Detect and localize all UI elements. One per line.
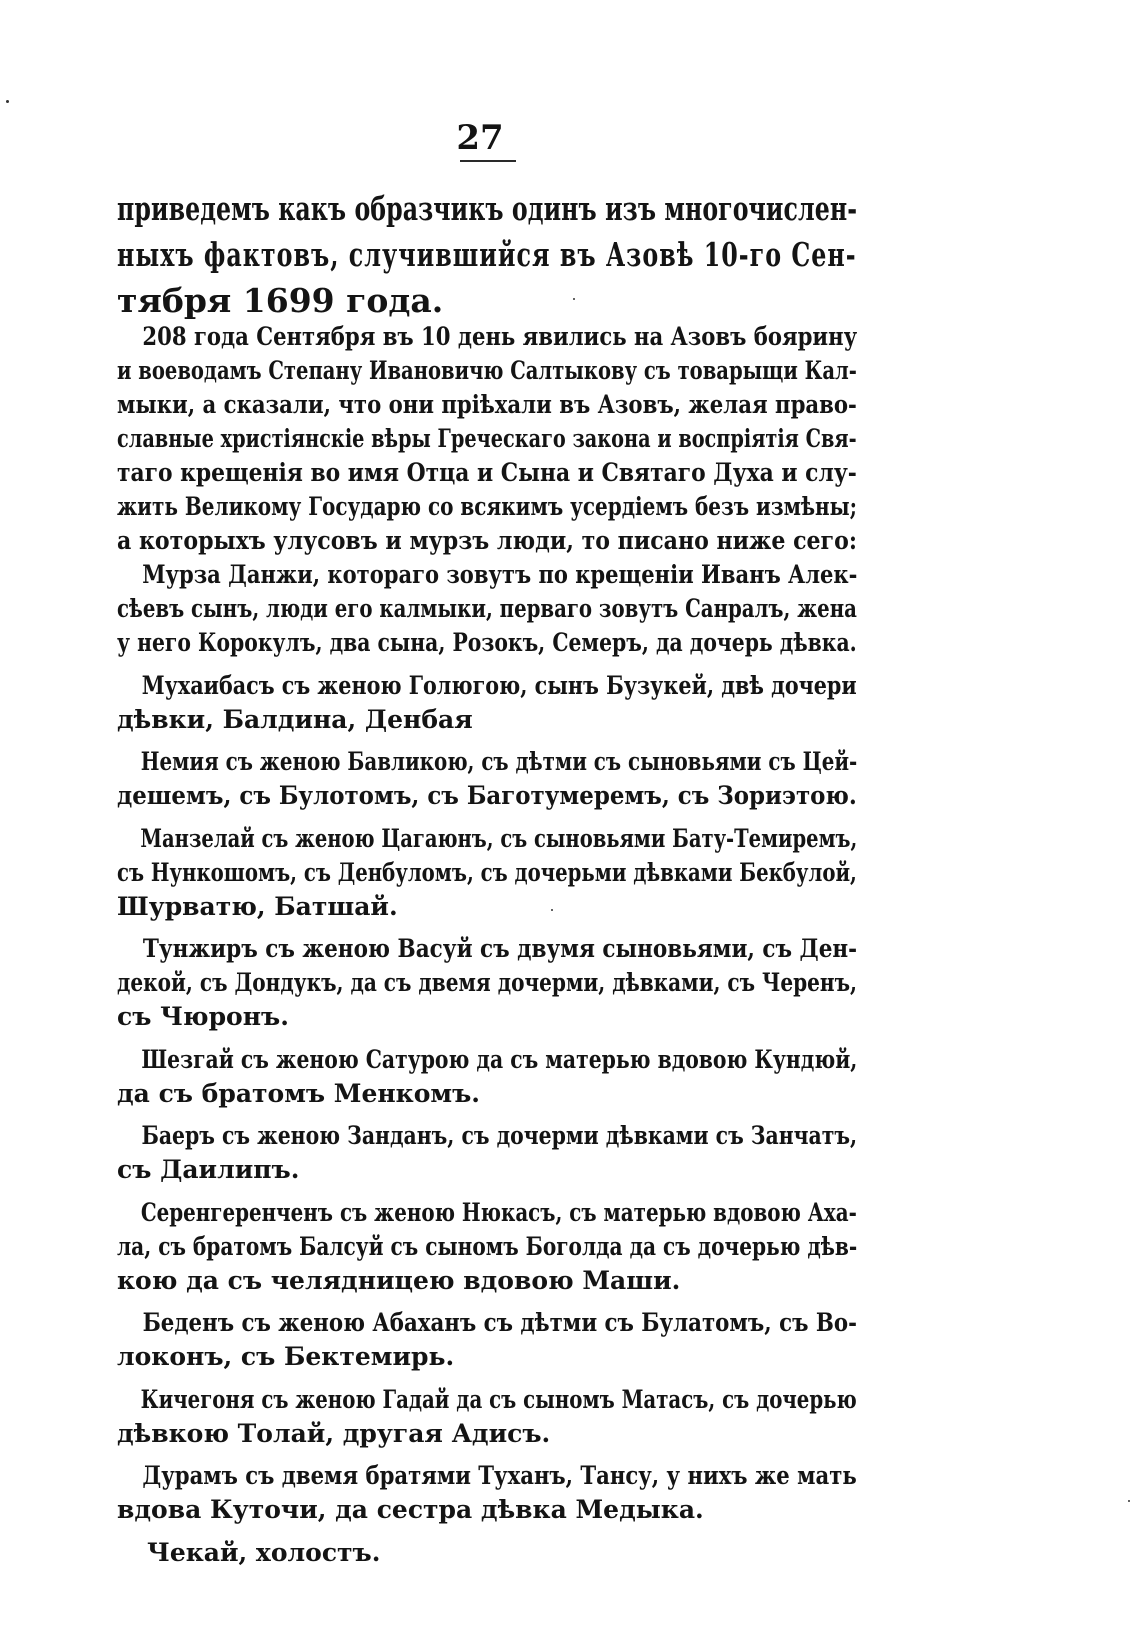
text-line: дѣвки, Балдина, Денбая: [117, 704, 473, 734]
text-line: дешемъ, съ Булотомъ, съ Баготумеремъ, съ Зориэтою.: [117, 781, 857, 810]
text-line: Серенгеренченъ съ женою Нюкасъ, съ матерью вдовою Аха-: [140, 1197, 857, 1227]
text-line: мыки, а сказали, что они прiѣхали въ Азовъ, желая право-: [117, 390, 857, 419]
intro-paragraph: [117, 186, 857, 324]
scan-speck: [573, 298, 575, 300]
scan-speck: [551, 909, 553, 911]
text-line: Чекай, холостъ.: [147, 1537, 381, 1567]
text-line: декой, съ Дондукъ, да съ двемя дочерми, дѣвками, съ Черенъ,: [117, 968, 857, 997]
text-line: дѣвкою Толай, другая Адисъ.: [117, 1418, 551, 1448]
intro-line: тября 1699 года.: [117, 281, 444, 320]
scan-speck: [1128, 1500, 1130, 1502]
text-line: кою да съ челядницею вдовою Маши.: [117, 1265, 681, 1295]
text-line: Немия съ женою Бавликою, съ дѣтми съ сыновьями съ Цей-: [140, 747, 858, 776]
text-line: Дурамъ съ двемя братями Туханъ, Тансу, у нихъ же мать: [142, 1461, 857, 1490]
intro-line: ныхъ фактовъ, случившийся въ Азовѣ 10-го Сен-: [117, 235, 857, 274]
text-line: Баеръ съ женою Занданъ, съ дочерми дѣвками съ Занчатъ,: [141, 1121, 858, 1150]
text-line: таго крещенiя во имя Отца и Сына и Святаго Духа и слу-: [117, 458, 857, 487]
text-line: жить Великому Государю со всякимъ усердiемъ безъ измѣны;: [117, 492, 858, 521]
text-line: вдова Куточи, да сестра дѣвка Медыка.: [117, 1495, 704, 1524]
text-line: Мухаибасъ съ женою Голюгою, сынъ Бузукей, двѣ дочери: [141, 670, 857, 700]
text-line: Беденъ съ женою Абаханъ съ дѣтми съ Булатомъ, съ Во-: [142, 1308, 857, 1337]
text-line: съ Чюронъ.: [117, 1002, 289, 1031]
text-line: съ Нункошомъ, съ Денбуломъ, съ дочерьми дѣвками Бекбулой,: [117, 857, 857, 887]
page-number: 27: [456, 118, 504, 158]
text-line: Мурза Данжи, котораго зовутъ по крещенiи Иванъ Алек-: [142, 560, 858, 589]
text-line: съ Даилипъ.: [117, 1155, 300, 1184]
text-line: локонъ, съ Бектемирь.: [117, 1342, 455, 1371]
document-body: [117, 320, 857, 1570]
text-line: славные христiянскiе вѣры Греческаго закона и воспрiятiя Свя-: [117, 424, 857, 453]
text-line: да съ братомъ Менкомъ.: [117, 1078, 480, 1108]
intro-line: приведемъ какъ образчикъ одинъ изъ многочислен-: [117, 189, 858, 228]
text-line: сѣевъ сынъ, люди его калмыки, перваго зовутъ Санралъ, жена: [117, 594, 857, 623]
text-line: Тунжиръ съ женою Васуй съ двумя сыновьями, съ Ден-: [142, 934, 858, 963]
text-line: Шурватю, Батшай.: [117, 891, 398, 921]
text-line: и воеводамъ Степану Ивановичю Салтыкову съ товарыщи Кал-: [117, 356, 857, 385]
text-line: ла, съ братомъ Балсуй съ сыномъ Боголда да съ дочерью дѣв-: [117, 1231, 858, 1261]
scan-speck: [6, 100, 9, 103]
text-line: а которыхъ улусовъ и мурзъ люди, то писано ниже сего:: [117, 526, 857, 555]
text-line: Манзелай съ женою Цагаюнъ, съ сыновьями Бату-Темиремъ,: [140, 823, 858, 853]
page-number-underline: [460, 160, 516, 162]
text-line: 208 года Сентября въ 10 день явились на Азовъ боярину: [142, 322, 858, 351]
text-line: у него Корокулъ, два сына, Розокъ, Семеръ, да дочерь дѣвка.: [117, 628, 857, 657]
text-line: Кичегоня съ женою Гадай да съ сыномъ Матасъ, съ дочерью: [140, 1384, 857, 1414]
text-line: Шезгай съ женою Сатурою да съ матерью вдовою Кундюй,: [141, 1044, 858, 1074]
